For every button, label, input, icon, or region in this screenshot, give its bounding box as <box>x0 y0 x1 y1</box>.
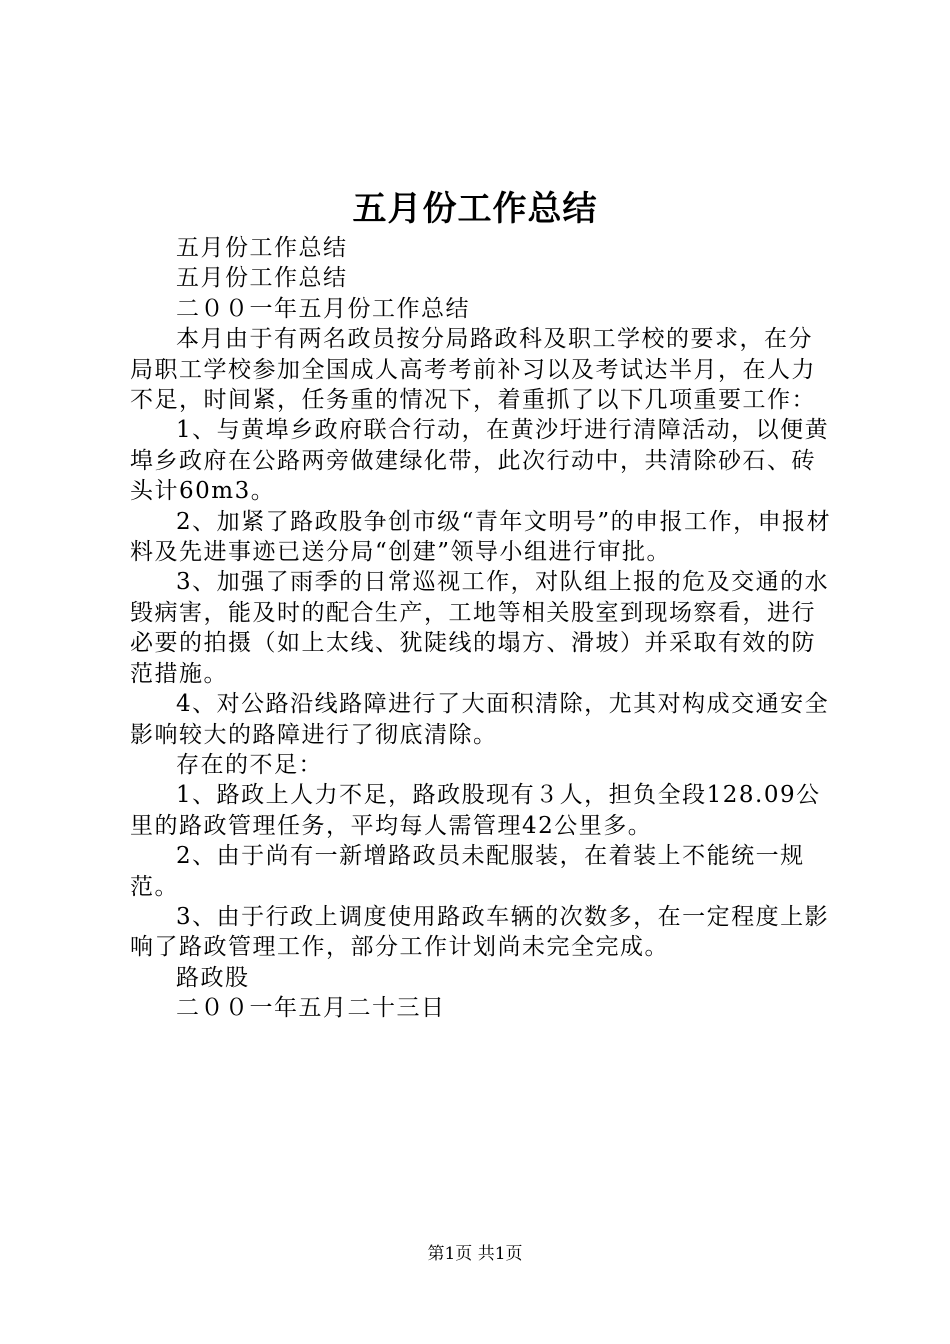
paragraph-date: 二００一年五月二十三日 <box>176 995 446 1022</box>
document-title: 五月份工作总结 <box>352 189 598 229</box>
paragraph-item-4: 4、对公路沿线路障进行了大面积清除，尤其对构成交通安全影响较大的路障进行了彻底清除。 <box>130 691 830 748</box>
paragraph-signature: 路政股 <box>176 964 250 991</box>
paragraph-shortcoming-3: 3、由于行政上调度使用路政车辆的次数多，在一定程度上影响了路政管理工作，部分工作计划尚未完全完成。 <box>130 903 830 961</box>
paragraph-shortcoming-2: 2、由于尚有一新增路政员未配服装，在着装上不能统一规范。 <box>130 843 805 900</box>
paragraph-heading-1: 五月份工作总结 <box>176 235 348 261</box>
paragraph-intro: 本月由于有两名政员按分局路政科及职工学校的要求，在分局职工学校参加全国成人高考考前补习以及考试达半月，在人力不足，时间紧，任务重的情况下，着重抓了以下几项重要工作： <box>130 326 816 414</box>
paragraph-shortcoming-1: 1、路政上人力不足，路政股现有３人，担负全段128.09公里的路政管理任务，平均每人需管理42公里多。 <box>130 782 821 839</box>
paragraph-item-3: 3、加强了雨季的日常巡视工作，对队组上报的危及交通的水毁病害，能及时的配合生产，工地等相关股室到现场察看，进行必要的拍摄（如上太线、犹陡线的塌方、滑坡）并采取有效的防范措施。 <box>130 569 830 687</box>
paragraph-shortcomings-heading: 存在的不足： <box>176 751 323 778</box>
paragraph-item-2: 2、加紧了路政股争创市级“青年文明号”的申报工作，申报材料及先进事迹已送分局“创建”领导小组进行审批。 <box>130 508 832 566</box>
document-body <box>130 233 835 1024</box>
page-number-footer: 第1页 共1页 <box>427 1244 523 1264</box>
paragraph-heading-2: 五月份工作总结 <box>176 265 348 292</box>
paragraph-subtitle: 二００一年五月份工作总结 <box>176 295 470 322</box>
paragraph-item-1: 1、与黄埠乡政府联合行动，在黄沙圩进行清障活动，以便黄埠乡政府在公路两旁做建绿化带，此次行动中，共清除砂石、砖头计60m3。 <box>130 417 830 505</box>
